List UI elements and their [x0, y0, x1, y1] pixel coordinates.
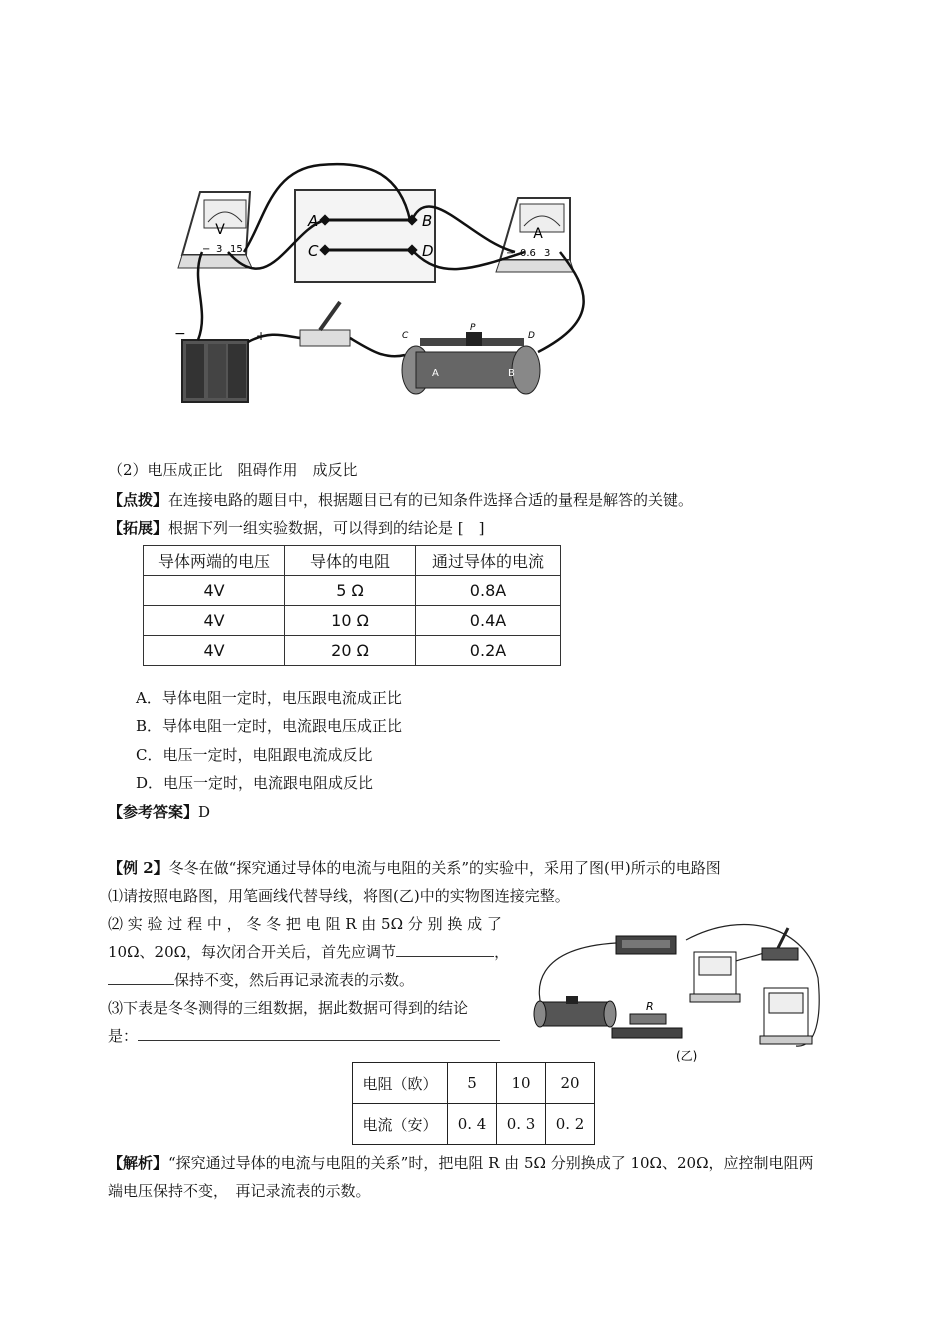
table-header-row [144, 546, 561, 576]
table-cell: 4V [144, 636, 285, 666]
rheostat-label-a: A [432, 368, 439, 379]
voltmeter [178, 192, 252, 268]
voltmeter-terminal-15: 15 [230, 244, 243, 255]
example2-q2-b [108, 941, 509, 962]
ammeter [690, 952, 740, 1002]
table-header: 导体两端的电压 [144, 546, 285, 576]
rheostat [402, 323, 540, 394]
dianbo-text: 在连接电路的题目中，根据题目已有的已知条件选择合适的量程是解答的关键。 [168, 491, 694, 509]
table-cell: 10 [497, 1063, 546, 1104]
example2-q3-b-text: 是： [108, 1027, 139, 1045]
answer-blank[interactable] [396, 942, 494, 957]
table-row [353, 1104, 595, 1145]
option-c: C．电压一定时，电阻跟电流成反比 [136, 746, 373, 764]
voltmeter [760, 988, 812, 1044]
table-cell: 0. 3 [497, 1104, 546, 1145]
table-cell: 4V [144, 576, 285, 606]
jiexi-text-1: “探究通过导体的电流与电阻的关系”时，把电阻 R 由 5Ω 分别换成了 10Ω、20Ω，应控制电阻两 [168, 1154, 814, 1172]
option-d: D．电压一定时，电流跟电阻成反比 [136, 774, 374, 792]
example2-intro: 冬冬在做“探究通过导体的电流与电阻的关系”的实验中，采用了图(甲)所示的电路图 [168, 859, 721, 877]
example2-tag: 【例 2】 [108, 859, 169, 877]
table-cell: 4V [144, 606, 285, 636]
table-cell: 0.4A [416, 606, 561, 636]
table-cell: 0.2A [416, 636, 561, 666]
voltmeter-symbol: V [215, 222, 225, 238]
switch [300, 302, 350, 346]
table-cell: 5 [448, 1063, 497, 1104]
example2-q3-a: ⑶下表是冬冬测得的三组数据，据此数据可得到的结论 [108, 999, 469, 1017]
ref-answer-tag: 【参考答案】 [108, 803, 199, 821]
jiexi-line-2: 端电压保持不变， 再记录流表的示数。 [108, 1182, 371, 1200]
table-cell: 电流（安） [353, 1104, 448, 1145]
example2-q1: ⑴请按照电路图，用笔画线代替导线，将图(乙)中的实物图连接完整。 [108, 887, 570, 905]
battery-minus: − [174, 326, 186, 342]
example2-q3-b [108, 1025, 500, 1046]
data-table-2 [352, 1062, 595, 1145]
table-header: 通过导体的电流 [416, 546, 561, 576]
board-label-c: C [308, 242, 319, 260]
rheostat-label-c: C [402, 331, 409, 341]
dianbo-line [108, 489, 693, 510]
table-row [144, 576, 561, 606]
rheostat [534, 996, 616, 1027]
board-label-b: B [422, 212, 433, 230]
data-table-1 [143, 545, 561, 666]
table-cell: 0. 2 [546, 1104, 595, 1145]
table-cell: 0. 4 [448, 1104, 497, 1145]
resistor-board [295, 190, 435, 282]
jiexi-tag: 【解析】 [108, 1154, 169, 1172]
tuozhan-line [108, 517, 485, 538]
table-cell: 10 Ω [285, 606, 416, 636]
table-cell: 电阻（欧） [353, 1063, 448, 1104]
table-row [353, 1063, 595, 1104]
table-row [144, 606, 561, 636]
figure-label: (乙) [676, 1049, 698, 1062]
table-cell: 5 Ω [285, 576, 416, 606]
example2-q2-b2: ， [494, 943, 510, 961]
ammeter [496, 198, 574, 272]
table-cell: 20 [546, 1063, 595, 1104]
example2-q2-b1: 10Ω、20Ω，每次闭合开关后，首先应调节 [108, 943, 397, 961]
rheostat-label-p: P [470, 323, 476, 333]
battery [174, 326, 266, 402]
battery-plus: + [256, 329, 267, 343]
ref-answer-line [108, 801, 210, 822]
resistor-r [612, 1000, 682, 1038]
option-b: B．导体电阻一定时，电流跟电压成正比 [136, 717, 403, 735]
example2-q2-a: ⑵ 实 验 过 程 中 ， 冬 冬 把 电 阻 R 由 5Ω 分 别 换 成 了 [108, 915, 502, 933]
rheostat-label-d: D [528, 331, 535, 341]
answer-blank[interactable] [108, 970, 174, 985]
ammeter-terminal-neg: − [506, 248, 515, 259]
board-label-a: A [308, 212, 319, 230]
table-row [144, 636, 561, 666]
battery-box [616, 936, 676, 954]
jiexi-line-1 [108, 1152, 814, 1173]
example2-q2-c [108, 969, 414, 990]
switch [762, 928, 798, 960]
tuozhan-text: 根据下列一组实验数据，可以得到的结论是 [ ] [168, 519, 485, 537]
table-cell: 20 Ω [285, 636, 416, 666]
example2-q2-c-text: 保持不变，然后再记录流表的示数。 [174, 971, 415, 989]
ammeter-terminal-3: 3 [544, 248, 551, 259]
option-a: A．导体电阻一定时，电压跟电流成正比 [136, 689, 402, 707]
answer-blank[interactable] [138, 1026, 500, 1041]
dianbo-tag: 【点拨】 [108, 491, 169, 509]
voltmeter-terminal-3: 3 [216, 244, 223, 255]
tuozhan-tag: 【拓展】 [108, 519, 169, 537]
board-label-d: D [422, 242, 434, 260]
example2-intro-line [108, 857, 721, 878]
table-header: 导体的电阻 [285, 546, 416, 576]
ref-answer-text: D [198, 803, 211, 821]
ammeter-terminal-06: 0.6 [520, 248, 536, 259]
physical-figure [526, 918, 826, 1062]
answer-line: （2）电压成正比 阻碍作用 成反比 [108, 461, 358, 479]
rheostat-label-b: B [508, 368, 515, 379]
figure-r-label: R [646, 1000, 654, 1013]
table-cell: 0.8A [416, 576, 561, 606]
circuit-figure [170, 160, 600, 420]
ammeter-symbol: A [533, 226, 543, 242]
voltmeter-terminal-neg: − [202, 244, 211, 255]
